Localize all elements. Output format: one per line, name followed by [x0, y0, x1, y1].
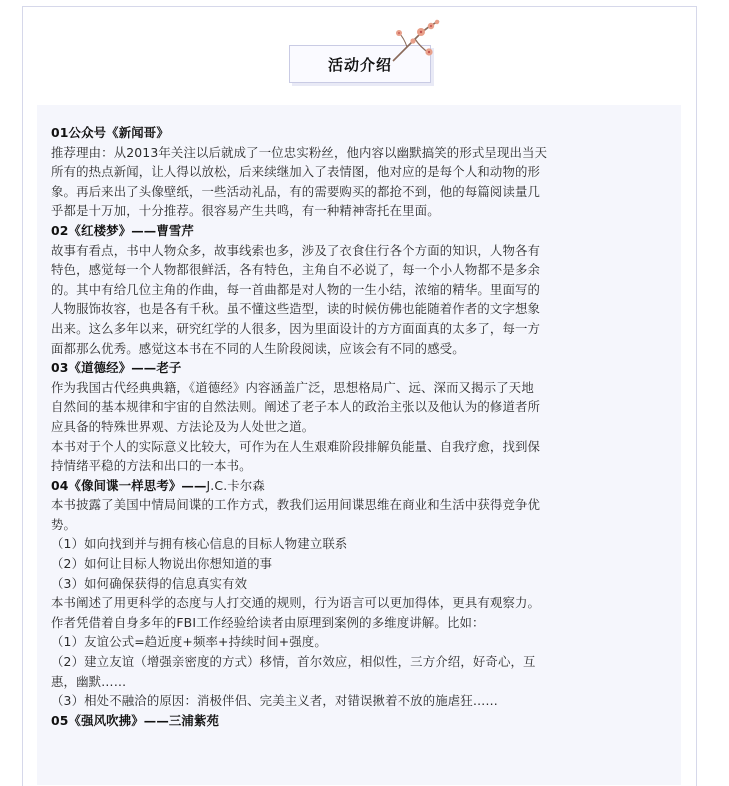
body-line [51, 456, 669, 476]
line-text: 故事有看点，书中人物众多，故事线索也多，涉及了衣食住行各个方面的知识，人物各有 [51, 242, 541, 258]
body-line [51, 319, 669, 339]
body-line [51, 495, 669, 515]
line-text: 作为我国古代经典典籍，《道德经》内容涵盖广泛，思想格局广、远、深而又揭示了天地 [51, 379, 534, 395]
body-line [51, 417, 669, 437]
section-header [289, 37, 439, 87]
book-heading [51, 221, 669, 241]
book-heading [51, 123, 669, 143]
body-line [51, 554, 669, 574]
line-text: 本书披露了美国中情局间谍的工作方式，教我们运用间谍思维在商业和生活中获得竞争优 [51, 497, 541, 513]
heading-text: 03《道德经》——老子 [51, 360, 182, 376]
line-text: 作者凭借着自身多年的FBI工作经验给读者由原理到案例的多维度讲解。比如： [51, 614, 485, 630]
line-text: 面都那么优秀。感觉这本书在不同的人生阶段阅读，应该会有不同的感受。 [51, 340, 465, 356]
line-text: （2）如何让目标人物说出你想知道的事 [51, 556, 273, 572]
body-line [51, 593, 669, 613]
body-line [51, 260, 669, 280]
body-line [51, 162, 669, 182]
line-text: 势。 [51, 516, 77, 532]
line-text: 人物服饰妆容，也是各有千秋。虽不懂这些造型，读的时候仿佛也能随着作者的文字想象 [51, 301, 541, 317]
body-line [51, 515, 669, 535]
line-text: 本书阐述了用更科学的态度与人打交通的规则，行为语言可以更加得体，更具有观察力。 [51, 595, 541, 611]
line-text: 象。再后来出了头像壁纸，一些活动礼品，有的需要购买的都抢不到，他的每篇阅读量几 [51, 183, 541, 199]
line-text: 乎都是十万加，十分推荐。很容易产生共鸣，有一种精神寄托在里面。 [51, 203, 440, 219]
heading-text: 02《红楼梦》——曹雪芹 [51, 222, 194, 238]
heading-author: J.C.卡尔森 [206, 477, 265, 493]
body-line [51, 534, 669, 554]
body-line [51, 201, 669, 221]
line-text: （1）如向找到并与拥有核心信息的目标人物建立联系 [51, 536, 348, 552]
body-line [51, 437, 669, 457]
body-line [51, 241, 669, 261]
article-frame [22, 6, 697, 786]
body-line [51, 143, 669, 163]
line-text: 本书对于个人的实际意义比较大，可作为在人生艰难阶段排解负能量、自我疗愈，找到保 [51, 438, 541, 454]
book-heading [51, 711, 669, 731]
line-text: （3）如何确保获得的信息真实有效 [51, 575, 248, 591]
line-text: （3）相处不融洽的原因：消极伴侣、完美主义者，对错误揪着不放的施虐狂…… [51, 693, 498, 709]
line-text: （2）建立友谊（增强亲密度的方式）移情，首尔效应，相似性，三方介绍，好奇心，互 [51, 654, 536, 670]
body-line [51, 652, 669, 672]
line-text: 所有的热点新闻，让人得以放松，后来续继加入了表情图，他对应的是每个人和动物的形 [51, 164, 541, 180]
line-text: 推荐理由：从2013年关注以后就成了一位忠实粉丝，他内容以幽默搞笑的形式呈现出当天 [51, 144, 548, 160]
plum-blossom-icon [385, 17, 445, 65]
line-text: 自然间的基本规律和宇宙的自然法则。阐述了老子本人的政治主张以及他认为的修道者所 [51, 399, 541, 415]
body-line [51, 299, 669, 319]
body-line [51, 672, 669, 692]
line-text: （1）友谊公式=趋近度+频率+持续时间+强度。 [51, 634, 327, 650]
line-text: 出来。这么多年以来，研究红学的人很多，因为里面设计的方方面面真的太多了，每一方 [51, 320, 541, 336]
body-line [51, 378, 669, 398]
body-line [51, 397, 669, 417]
body-line [51, 632, 669, 652]
book-heading [51, 358, 669, 378]
line-text: 惠，幽默…… [51, 673, 127, 689]
body-line [51, 280, 669, 300]
body-line [51, 691, 669, 711]
body-line [51, 613, 669, 633]
line-text: 应具备的特殊世界观、方法论及为人处世之道。 [51, 418, 315, 434]
book-heading [51, 476, 669, 496]
body-line [51, 339, 669, 359]
line-text: 特色，感觉每一个人物都很鲜活，各有特色，主角自不必说了，每一个小人物都不是多余 [51, 262, 541, 278]
heading-text: 05《强风吹拂》——三浦紫苑 [51, 712, 220, 728]
body-line [51, 182, 669, 202]
line-text: 持情绪平稳的方法和出口的一本书。 [51, 458, 252, 474]
line-text: 的。其中有给几位主角的作曲，每一首曲都是对人物的一生小结，浓缩的精华。里面写的 [51, 281, 541, 297]
heading-text: 04《像间谍一样思考》—— [51, 477, 207, 493]
article-body [37, 105, 681, 785]
heading-text: 01公众号《新闻哥》 [51, 125, 169, 140]
section-title: 活动介绍 [289, 45, 431, 83]
body-line [51, 574, 669, 594]
